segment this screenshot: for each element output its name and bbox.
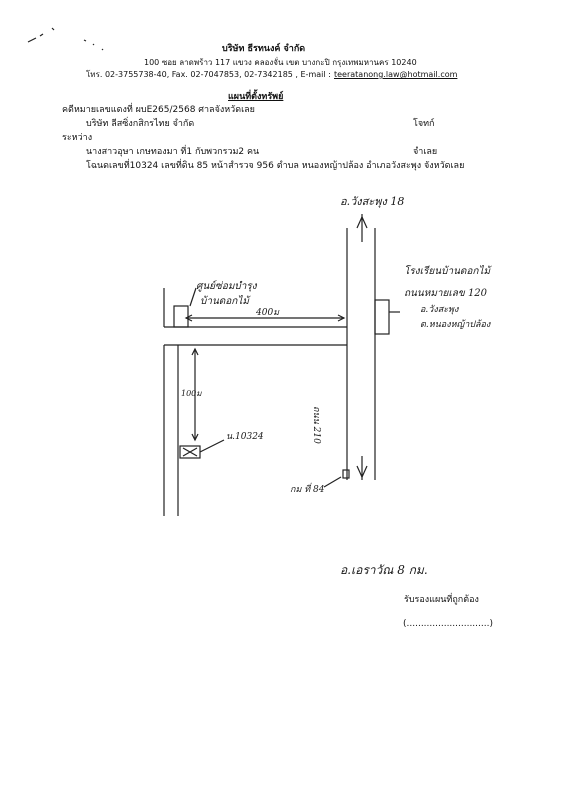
company-name: บริษัท ธีรทนงค์ จำกัด	[222, 44, 306, 54]
km-marker-post	[343, 470, 349, 478]
map-service-center-label: ศูนย์ซ่อมบำรุง	[196, 281, 257, 292]
plaintiff-role: โจทก์	[413, 119, 435, 129]
company-address: 100 ซอย ลาดพร้าว 117 แขวง คลองจั่น เขต บางกะปิ กรุงเทพมหานคร 10240	[144, 58, 417, 67]
stray-mark	[84, 40, 103, 50]
map-km-label: กม ที่ 84	[290, 485, 325, 495]
certify-label: รับรองแผนที่ถูกต้อง	[404, 595, 479, 605]
map-school-label: โรงเรียนบ้านดอกไม้	[404, 266, 491, 277]
email-link[interactable]: teeratanong.law@hotmail.com	[334, 70, 458, 79]
service-center-building	[174, 306, 188, 327]
map-top-label: อ.วังสะพุง 18	[340, 195, 405, 208]
deed-line: โฉนดเลขที่10324 เลขที่ดิน 85 หน้าสำรวจ 956 ตำบล หนองหญ้าปล้อง อำเภอวังสะพุง จังหวัดเลย	[86, 161, 465, 171]
km-pointer	[324, 477, 341, 487]
map-road210-label: ถนน 210	[311, 406, 321, 444]
signature-line: (.............................)	[403, 619, 493, 629]
between-label: ระหว่าง	[62, 133, 93, 143]
school-building	[375, 300, 389, 334]
parcel-pointer	[200, 440, 224, 452]
contact-info: โทร. 02-3755738-40, Fax. 02-7047853, 02-7342185 , E-mail :	[86, 70, 331, 79]
map-parcel-label: น.10324	[226, 432, 264, 442]
stray-mark	[52, 28, 54, 30]
map-subdistrict-label: ต.หนองหญ้าปล้อง	[420, 320, 491, 330]
map-bottom-label: อ.เอราวัณ 8 กม.	[340, 563, 428, 577]
plaintiff-name: บริษัท ลีสซิ่งกสิกรไทย จำกัด	[86, 119, 195, 129]
map-district-label: อ.วังสะพุง	[420, 305, 459, 315]
parcel-cross	[183, 448, 197, 456]
map-distance-400: 400ม	[256, 308, 280, 318]
map-road120-label: ถนนหมายเลข 120	[404, 288, 488, 299]
map-village-label: บ้านดอกไม้	[200, 296, 249, 307]
stray-mark	[28, 38, 36, 42]
stray-mark	[40, 34, 43, 36]
defendant-role: จำเลย	[413, 147, 438, 157]
case-number: คดีหมายเลขแดงที่ ผบE265/2568 ศาลจังหวัดเลย	[62, 105, 255, 115]
defendant-name: นางสาวอุษา เกษทองมา ที่1 กับพวกรวม2 คน	[86, 147, 260, 157]
page-title: แผนที่ตั้งทรัพย์	[228, 92, 284, 102]
map-distance-100: 100ม	[181, 389, 202, 398]
